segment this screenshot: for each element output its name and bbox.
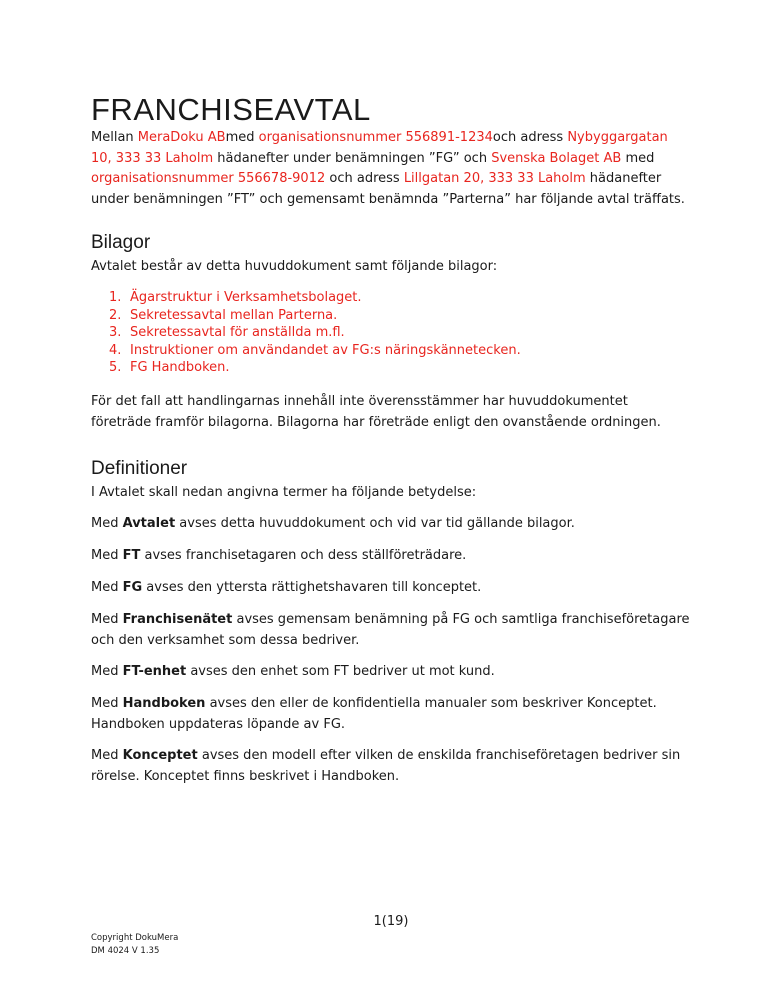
list-number: 5. [109,360,122,376]
party2-address: Lillgatan 20, 333 33 Laholm [403,171,586,186]
list-text: Instruktioner om användandet av FG:s näringskännetecken. [130,342,521,358]
definition-prefix: Med [91,548,123,563]
party1-name: MeraDoku AB [137,130,226,145]
definition-term: FT [122,548,141,563]
list-text: FG Handboken. [130,360,230,376]
definition-text: avses gemensam benämning på FG och samtliga franchiseföretagare och den verksamhet som dessa bedriver. [91,612,690,648]
page-number: 1(19) [373,914,409,929]
intro-text: med [621,150,655,166]
intro-text: hädanefter under benämningen ”FG” och [213,150,492,166]
list-number: 2. [109,307,122,323]
intro-text: med [225,130,259,145]
definition-text: avses detta huvuddokument och vid var tid gällande bilagor. [175,516,575,531]
definition-prefix: Med [91,748,123,763]
definition-fg [91,578,691,599]
heading-definitioner: Definitioner [91,458,188,479]
intro-text: och adress [492,130,568,145]
list-item [91,289,691,307]
heading-bilagor: Bilagor [91,232,151,253]
list-item [91,342,691,360]
definition-avtalet [91,514,691,535]
bilagor-list [91,289,691,377]
intro-text: hädanefter under benämningen ”FT” och gemensamt benämnda ”Parterna” har följande avtal träffats. [91,171,685,207]
definition-text: avses franchisetagaren och dess ställföreträdare. [140,548,467,563]
intro-paragraph [91,128,691,210]
definitioner-lead: I Avtalet skall nedan angivna termer ha följande betydelse: [91,485,477,500]
definition-text: avses den enhet som FT bedriver ut mot kund. [186,664,495,679]
definition-franchisenatet [91,610,691,651]
definition-prefix: Med [91,612,123,627]
list-number: 3. [109,325,122,341]
list-number: 4. [109,342,122,358]
definition-prefix: Med [91,516,123,531]
list-text: Sekretessavtal mellan Parterna. [130,307,338,323]
list-number: 1. [109,290,122,305]
definition-ft-enhet [91,662,691,683]
list-item [91,359,691,377]
definition-prefix: Med [91,580,123,595]
definition-text: avses den modell efter vilken de enskilda franchiseföretagen bedriver sin rörelse. Konceptet finns beskrivet i Handboken. [91,748,681,784]
footer-version: DM 4024 V 1.35 [91,946,160,956]
definition-term: Konceptet [122,748,198,763]
party1-address: Nybyggargatan 10, 333 33 Laholm [91,130,668,166]
footer [91,932,178,958]
definition-prefix: Med [91,696,123,711]
list-text: Sekretessavtal för anställda m.fl. [130,325,345,341]
list-item [91,307,691,325]
list-item [91,324,691,342]
definition-term: Franchisenätet [122,612,233,627]
party1-org-number: organisationsnummer 556891-1234 [258,130,493,145]
intro-text: och adress [325,171,404,186]
intro-text: Mellan [91,130,138,145]
definition-handboken [91,694,691,735]
definition-text: avses den yttersta rättighetshavaren till konceptet. [142,580,482,595]
list-text: Ägarstruktur i Verksamhetsbolaget. [130,290,362,305]
definition-prefix: Med [91,664,123,679]
definition-konceptet [91,746,691,787]
definition-term: Handboken [122,696,206,711]
definition-term: Avtalet [122,516,176,531]
definition-term: FG [122,580,143,595]
footer-copyright: Copyright DokuMera [91,933,179,943]
bilagor-lead: Avtalet består av detta huvuddokument samt följande bilagor: [91,259,498,274]
definition-term: FT-enhet [122,664,187,679]
document-title: FRANCHISEAVTAL [91,92,371,127]
bilagor-precedence-text: För det fall att handlingarnas innehåll inte överensstämmer har huvuddokumentet företräde framför bilagorna. Bilagorna har företräde enligt den ovanstående ordningen. [91,394,661,430]
definition-text: avses den eller de konfidentiella manualer som beskriver Konceptet. Handboken uppdateras löpande av FG. [91,696,657,732]
party2-org-number: organisationsnummer 556678‑9012 [91,171,326,186]
definition-ft [91,546,691,567]
party2-name: Svenska Bolaget AB [491,150,622,166]
